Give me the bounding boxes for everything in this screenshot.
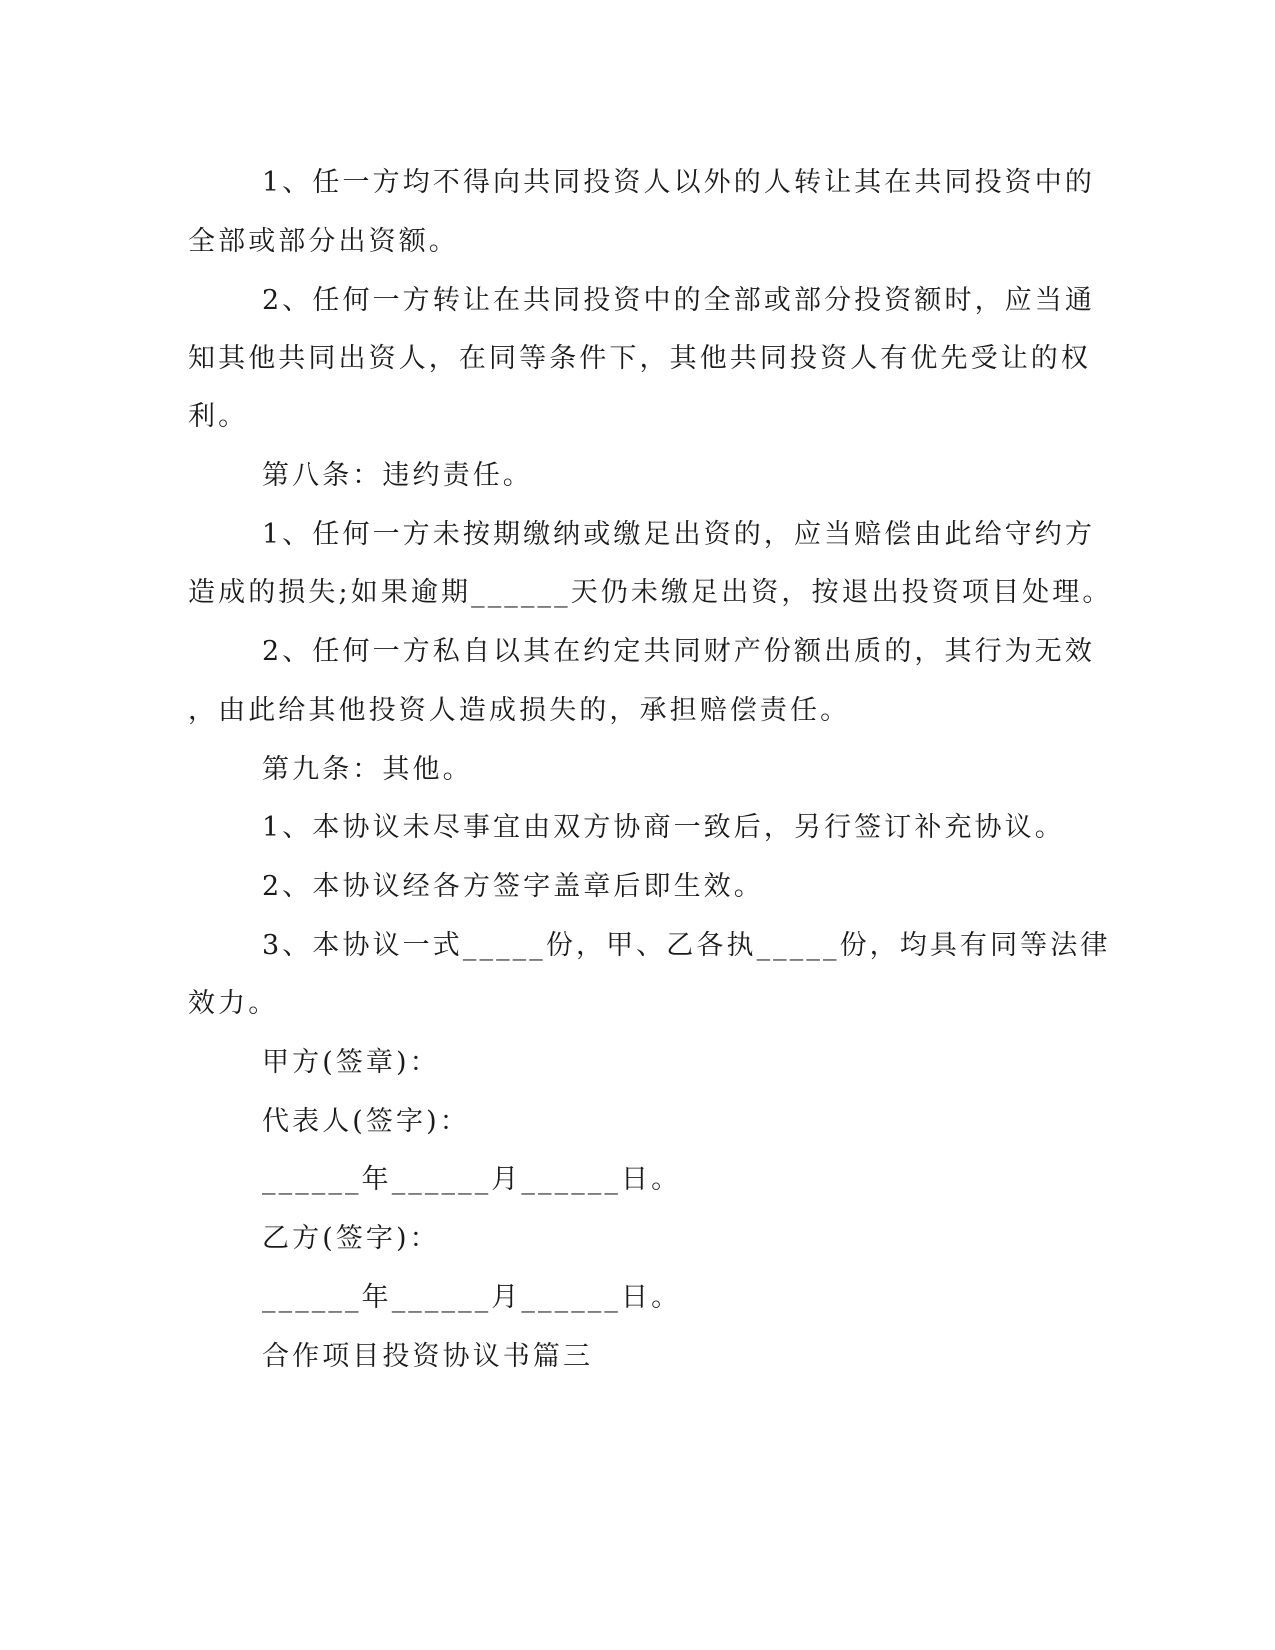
article-8-item-1-line-2: 造成的损失;如果逾期______天仍未缴足出资，按退出投资项目处理。 (188, 577, 1113, 608)
article-9-heading: 第九条：其他。 (262, 754, 473, 785)
party-a-date-line: ______年______月______日。 (262, 1164, 682, 1195)
article-8-item-2-line-2: ，由此给其他投资人造成损失的，承担赔偿责任。 (188, 695, 851, 726)
clause-7-item-2-line-1: 2、任何一方转让在共同投资中的全部或部分投资额时，应当通 (262, 285, 1095, 316)
article-9-item-3-line-1: 3、本协议一式_____份，甲、乙各执_____份，均具有同等法律 (262, 930, 1111, 961)
party-a-signature-label: 甲方(签章)： (262, 1047, 440, 1078)
party-b-signature-label: 乙方(签字)： (262, 1223, 440, 1254)
clause-7-item-2-line-2: 知其他共同出资人，在同等条件下，其他共同投资人有优先受让的权 (188, 343, 1091, 374)
article-9-item-3-line-2: 效力。 (188, 988, 279, 1019)
article-8-item-1-line-1: 1、任何一方未按期缴纳或缴足出资的，应当赔偿由此给守约方 (262, 519, 1095, 550)
clause-7-item-2-line-3: 利。 (188, 401, 249, 432)
article-9-item-2: 2、本协议经各方签字盖章后即生效。 (262, 871, 764, 902)
clause-7-item-1-line-1: 1、任一方均不得向共同投资人以外的人转让其在共同投资中的 (262, 167, 1095, 198)
clause-7-item-1-line-2: 全部或部分出资额。 (188, 226, 459, 257)
article-9-item-1: 1、本协议未尽事宜由双方协商一致后，另行签订补充协议。 (262, 812, 1065, 843)
next-section-title: 合作项目投资协议书篇三 (262, 1341, 594, 1372)
representative-signature-label: 代表人(签字)： (262, 1106, 470, 1137)
article-8-item-2-line-1: 2、任何一方私自以其在约定共同财产份额出质的，其行为无效 (262, 636, 1095, 667)
party-b-date-line: ______年______月______日。 (262, 1282, 682, 1313)
article-8-heading: 第八条：违约责任。 (262, 460, 533, 491)
